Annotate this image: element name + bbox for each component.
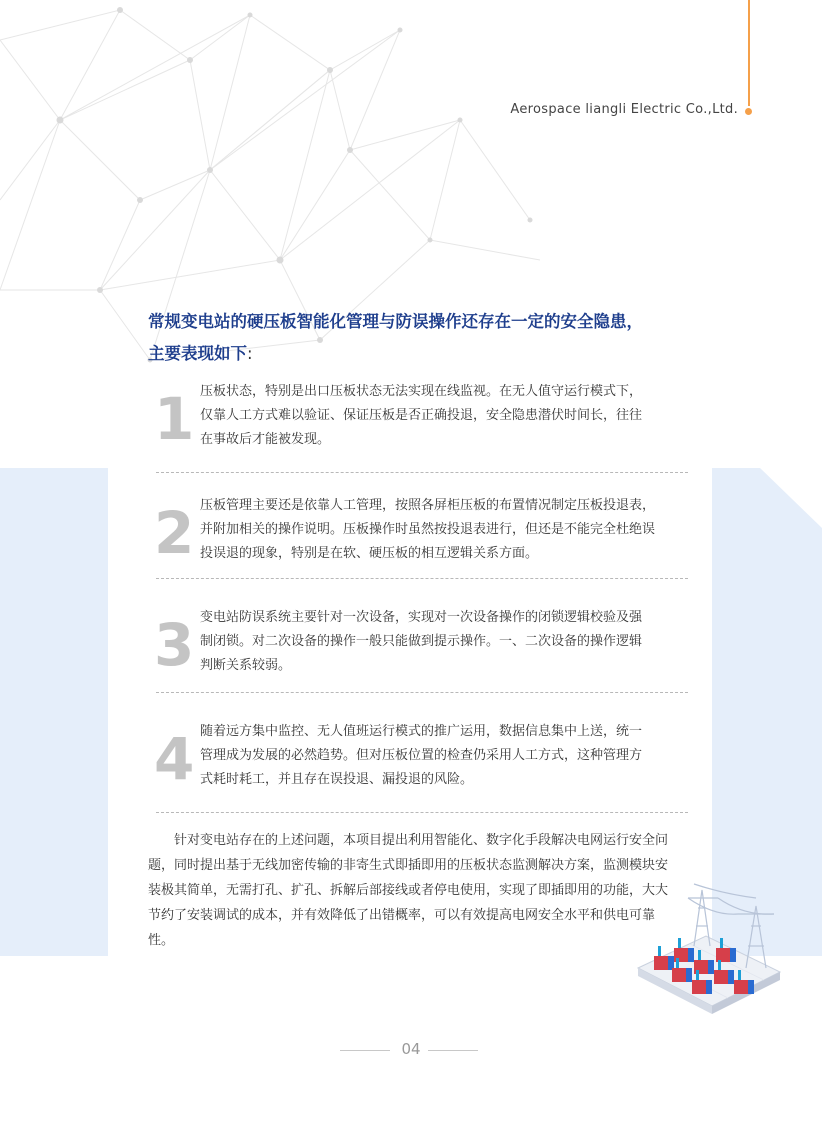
heading-line-2 [148,338,708,370]
issue-text [200,606,686,678]
issue-item-1 [148,380,688,460]
page-number: 04 [401,1040,421,1058]
issue-item-4 [148,720,688,800]
item-divider [156,692,688,693]
section-heading [148,306,708,370]
summary-text: 测模块安装极其简单，无需打孔、扩孔、拆解后部接线或者停电使用，实现了即插即用 [148,858,669,898]
summary-text: 针对变电站存在的上述问题，本项目提出利用智能化、数字化手段解决电网运行安 [174,833,643,848]
issue-item-2 [148,494,688,574]
band-corner-cut [760,468,822,528]
item-divider [156,472,688,473]
left-blue-band [0,468,108,956]
issue-text-line: 制闭锁。对二次设备的操作一般只能做到提示操作。一、二次设备的操作逻辑 [200,634,643,649]
issue-text [200,380,686,452]
issue-item-3 [148,606,688,686]
heading-line-1: 常规变电站的硬压板智能化管理与防误操作还存在一定的安全隐患， [148,312,643,331]
issue-number: 2 [154,499,195,567]
issue-number: 1 [154,385,195,453]
issue-text-line: 随着远方集中监控、无人值班运行模式的推广运用，数据信息集中上送，统一 [200,724,643,739]
item-divider [156,578,688,579]
issue-text-line: 仅靠人工方式难以验证、保证压板是否正确投退，安全隐患潜伏时间长，往往 [200,408,643,423]
header-accent-line [748,0,750,106]
heading-line-2-text: 主要表现如下 [148,344,247,363]
issue-text-line: 在事故后才能被发现。 [200,432,331,447]
issue-text-line: 压板管理主要还是依靠人工管理，按照各屏柜压板的布置情况制定压板投退表， [200,498,656,513]
item-divider [156,812,688,813]
issue-text [200,720,686,792]
summary-paragraph [148,828,676,953]
issue-text-line: 投误退的现象，特别是在软、硬压板的相互逻辑关系方面。 [200,546,539,561]
heading-colon: : [247,344,253,363]
issue-number: 4 [154,725,195,793]
substation-illustration [634,876,784,1026]
issue-text [200,494,686,566]
issue-number: 3 [154,611,195,679]
issue-text-line: 判断关系较弱。 [200,658,292,673]
header-accent-dot [745,108,752,115]
issue-text-line: 并附加相关的操作说明。压板操作时虽然按投退表进行，但还是不能完全杜绝误 [200,522,656,537]
issue-text-line: 压板状态，特别是出口压板状态无法实现在线监视。在无人值守运行模式下， [200,384,643,399]
issue-text-line: 变电站防误系统主要针对一次设备，实现对一次设备操作的闭锁逻辑校验及强 [200,610,643,625]
issue-text-line: 管理成为发展的必然趋势。但对压板位置的检查仍采用人工方式，这种管理方 [200,748,643,763]
summary-text: 的功能，大大节约了安装调试的成本，并有效降低了出错概率，可以有效提高电网安全 [148,883,669,923]
summary-text: 水平和供电可靠性。 [148,908,656,948]
page-number-rule-right [428,1050,478,1051]
issue-text-line: 式耗时耗工，并且存在误投退、漏投退的风险。 [200,772,474,787]
summary-text: 全问题，同时提出基于无线加密传输的非寄生式即插即用的压板状态监测解决方案，监 [148,833,669,873]
company-name: Aerospace liangli Electric Co.,Ltd. [510,102,738,117]
